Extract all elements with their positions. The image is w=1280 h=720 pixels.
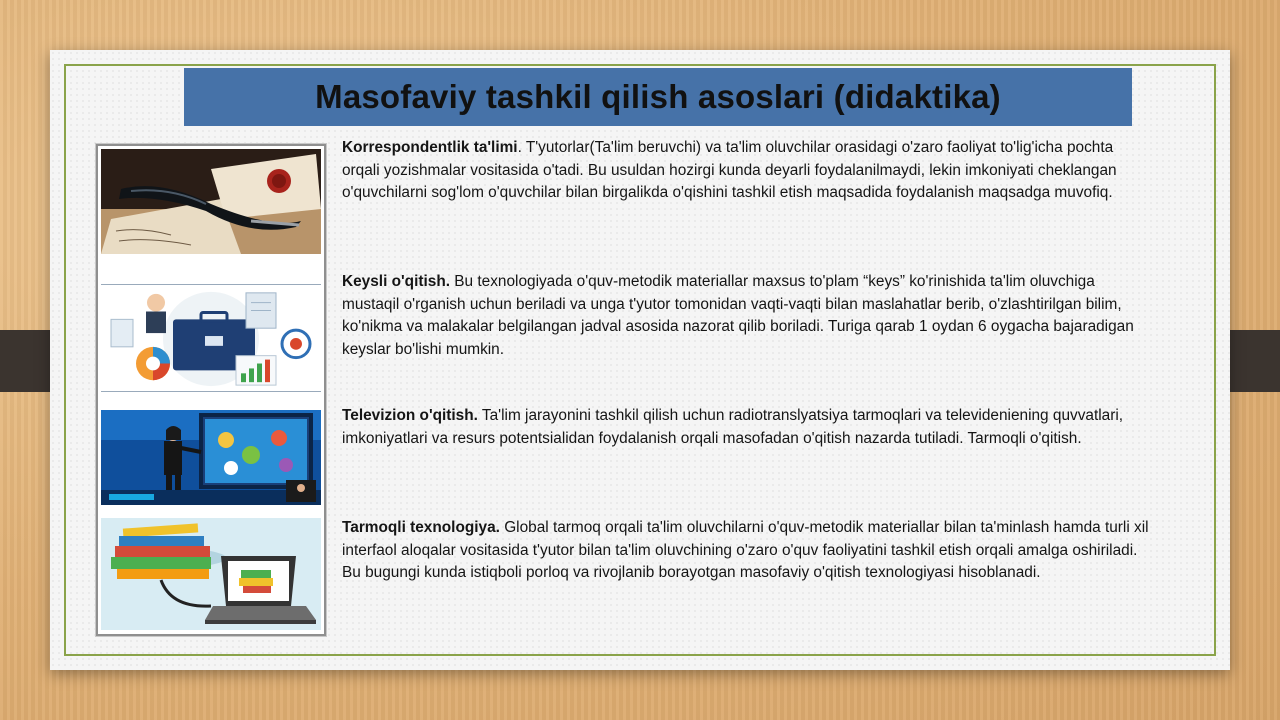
section-network-technology bbox=[342, 517, 1152, 585]
title-bar bbox=[184, 68, 1132, 126]
section-heading: Keysli o'qitish. bbox=[342, 273, 450, 290]
section-correspondence bbox=[342, 137, 1152, 205]
section-case-learning bbox=[342, 271, 1152, 361]
books-laptop-image bbox=[101, 518, 321, 630]
section-heading: Korrespondentlik ta'limi bbox=[342, 139, 518, 156]
section-heading: Tarmoqli texnologiya. bbox=[342, 519, 500, 536]
section-body: Ta'lim jarayonini tashkil qilish uchun radiotranslyatsiya tarmoqlari va televideniening quvvatlari, imkoniyatlari va resurs potentsialidan foydalanish orqali masofadan o'qitish nazarda tutiladi. Tarmoqli o'qitish. bbox=[342, 407, 1124, 447]
section-body: . T'yutorlar(Ta'lim beruvchi) va ta'lim oluvchilar orasidagi o'zaro faoliyat to'lig'icha pochta orqali yozishmalar vositasida o'tadi. Bu usuldan hozirgi kunda deyarli foydalanilmaydi, lekin imkoniyati cheklangan o'quvchilarni sog'lom o'quvchilar bilan birgalikda o'qishini tashkil etish maqsadida foydalanish maqsadga muvofiq. bbox=[342, 139, 1117, 201]
television-presenter-image bbox=[101, 410, 321, 505]
section-body: Bu texnologiyada o'quv-metodik materiallar maxsus to'plam “keys” ko'rinishida ta'lim oluvchiga mustaqil o'rganish uchun beriladi va unga t'yutor tomonidan vaqti-vaqti bilan maslahatlar berib, o'zlashtirilgan bilim, ko'nikma va malakalar belgilangan jadval asosida nazorat qilib boriladi. Turiga qarab 1 oydan 6 oygacha bajaradigan keyslar bo'lishi mumkin. bbox=[342, 273, 1134, 358]
section-television-learning bbox=[342, 405, 1152, 450]
quill-letter-image bbox=[101, 149, 321, 254]
section-body: Global tarmoq orqali ta'lim oluvchilarni o'quv-metodik materiallar bilan ta'minlash hamda turli xil interfaol aloqalar vositasida t'yutor bilan ta'lim oluvchining o'zaro o'quv faoliyatini tashkil etish orqali amalga oshiriladi. Bu bugungi kunda istiqboli porloq va rivojlanib borayotgan masofaviy o'qitish texnologiyasi hisoblanadi. bbox=[342, 519, 1149, 581]
briefcase-business-image bbox=[101, 284, 321, 392]
section-heading: Televizion o'qitish. bbox=[342, 407, 478, 424]
image-column bbox=[96, 144, 326, 636]
slide bbox=[50, 50, 1230, 670]
slide-title: Masofaviy tashkil qilish asoslari (didaktika) bbox=[315, 78, 1001, 115]
